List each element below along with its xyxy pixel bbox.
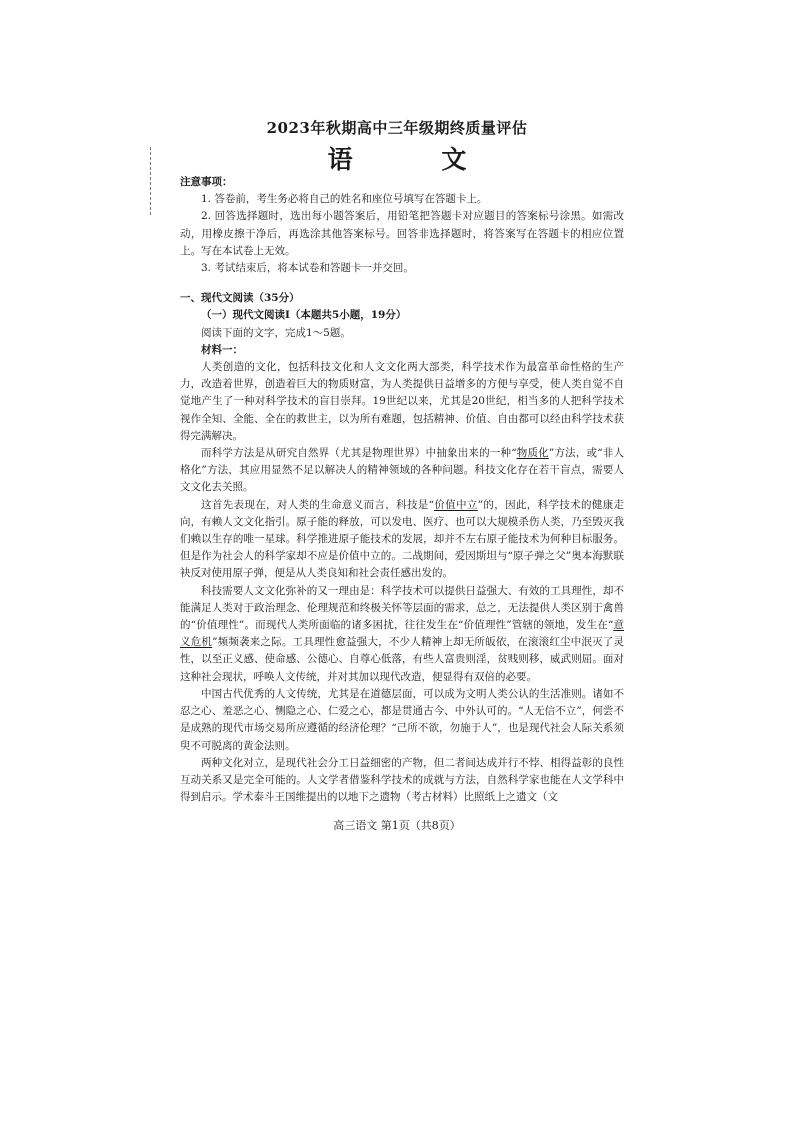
paragraph-3 [180,497,624,583]
paragraph-4-text-a: 科技需要人文文化弥补的又一理由是：科学技术可以提供日益强大、有效的工具理性，却不能满足人类对于政治理念、伦理规范和终极关怀等层面的需求，总之，无法提供人类区别于禽兽的“价值理性”。而现代人类所面临的诸多困扰，往往发生在“价值理性”管辖的领地，发生在“ [180,584,624,632]
exam-title: 2023年秋期高中三年级期终质量评估 [266,119,528,137]
underlined-term-yiyiweiji: 意义危机 [180,619,625,649]
section-heading: 一、现代文阅读（35分） [180,292,300,305]
reading-instruction: 阅读下面的文字，完成1～5题。 [201,326,351,339]
paragraph-6: 两种文化对立，是现代社会分工日益细密的产物，但二者间达成并行不悖、相得益彰的良性互动关系又是完全可能的。人文学者借鉴科学技术的成就与方法，自然科学家也能在人文学科中得到启示。学术泰斗王国维提出的以地下之遗物（考古材料）比照纸上之遗文（文 [180,756,624,804]
paragraph-1: 人类创造的文化，包括科技文化和人文文化两大部类，科学技术作为最富革命性格的生产力，改造着世界，创造着巨大的物质财富，为人类提供日益增多的方便与享受，使人类自觉不自觉地产生了一种对科学技术的盲目崇拜。19世纪以来，尤其是20世纪，相当多的人把科学技术视作全知、全能、全在的救世主，以为所有难题，包括精神、价值、自由都可以经由科学技术获得完满解决。 [180,361,624,442]
paragraph-2-text-a: 而科学方法是从研究自然界（尤其是物理世界）中抽象出来的一种“ [201,447,517,460]
paragraph-2-text-b: ”方法，或“非人格化”方法，其应用显然不足以解决人的精神领域的各种问题。科技文化存在若干盲点，需要人文文化去关照。 [180,447,624,494]
page-footer: 高三语文 第1页（共8页） [333,819,461,832]
notice-heading: 注意事项： [180,176,233,188]
notice-item: 1. 答卷前，考生务必将自己的姓名和座位号填写在答题卡上。 [201,193,488,206]
notice-item: 3. 考试结束后，将本试卷和答题卡一并交回。 [201,262,414,275]
subsection-heading: （一）现代文阅读Ⅰ（本题共5小题，19分） [201,309,407,322]
paragraph-4 [180,583,624,686]
paragraph-4-text-b: ”频频袭来之际。工具理性愈益强大，不少人精神上却无所皈依，在滚滚红尘中泯灭了灵性，以至正义感、使命感、公德心、自尊心低落，有些人富贵则淫，贫贱则移，威武则屈。面对这种社会现状，呼唤人文传统，并对其加以现代改造，便显得有双倍的必要。 [180,636,625,683]
paragraph-2 [180,445,624,497]
material-label: 材料一： [201,343,243,356]
notice-item: 2. 回答选择题时，选出每小题答案后，用铅笔把答题卡对应题目的答案标号涂黑。如需改动，用橡皮擦干净后，再选涂其他答案标号。回答非选择题时，将答案写在答题卡的相应位置上。写在本试卷上无效。 [180,210,624,257]
subject-title: 语 文 [327,145,507,174]
underlined-term-jiazhizhongli: 价值中立 [434,498,478,511]
paragraph-3-text-a: 这首先表现在，对人类的生命意义而言，科技是“ [201,498,435,511]
page-content [180,174,624,806]
paragraph-3-text-b: ”的，因此，科学技术的健康走向，有赖人文文化指引。原子能的释放，可以发电、医疗、也可以大规模杀伤人类，乃至毁灭我们赖以生存的唯一星球。科学推进原子能技术的发展，却并不左右原子能技术为何种目标服务。但是作为社会人的科学家却不应是价值中立的。二战期间，爱因斯坦与“原子弹之父”奥本海默联袂反对使用原子弹，便是从人类良知和社会责任感出发的。 [180,498,625,580]
underlined-term-wuzhihua: 物质化 [516,447,549,460]
paragraph-5: 中国古代优秀的人文传统，尤其是在道德层面，可以成为文明人类公认的生活准则。诸如不忍之心、羞恶之心、恻隐之心、仁爱之心，都是贯通古今、中外认可的。“人无信不立”，何尝不是成熟的现代市场交易所应遵循的经济伦理？“己所不欲，勿施于人”，也是现代社会人际关系须臾不可脱离的黄金法则。 [180,687,624,752]
